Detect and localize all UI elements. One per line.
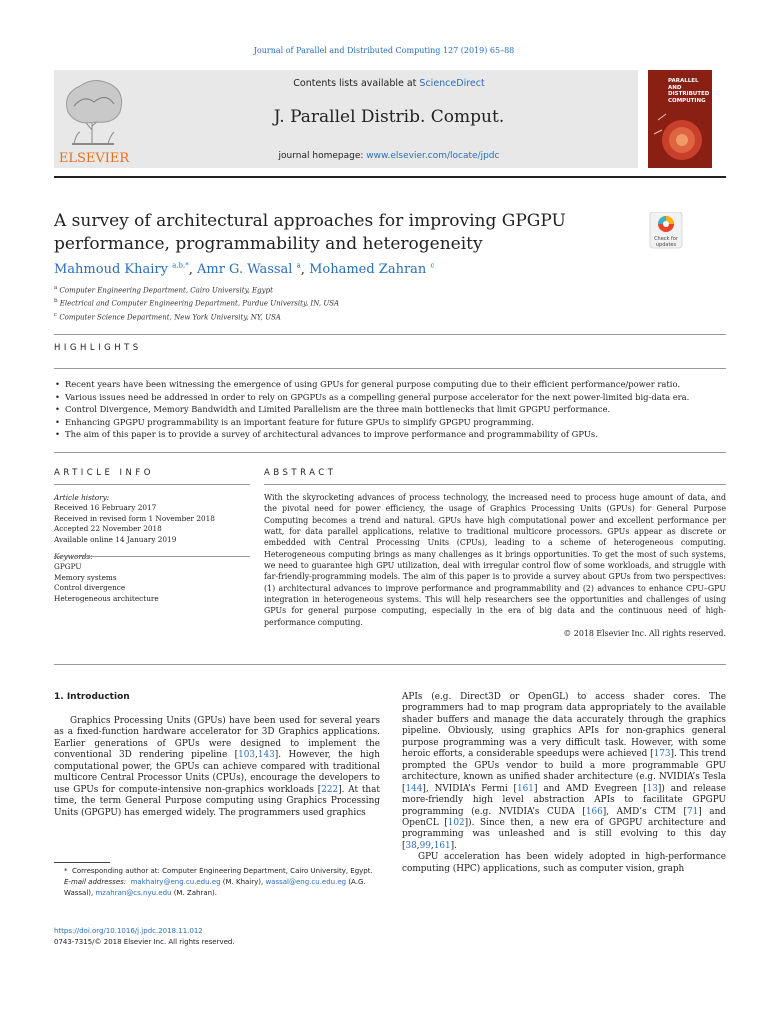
history-accepted: Accepted 22 November 2018 <box>54 524 162 534</box>
author-1[interactable]: Mahmoud Khairy $^{a,b,*}$ <box>54 262 189 278</box>
abstract <box>264 492 726 639</box>
citation-link[interactable]: 161 <box>433 840 451 851</box>
history-online: Available online 14 January 2019 <box>54 534 177 544</box>
keyword-item: Control divergence <box>54 583 126 593</box>
citation-link[interactable]: 38 <box>405 840 417 851</box>
highlights-end-rule <box>54 452 726 453</box>
affiliation-list <box>54 283 614 323</box>
citation-link[interactable]: 103 <box>238 750 256 761</box>
intro-paragraph-2: GPU acceleration has been widely adopted in high-performance computing (HPC) applications, such as computer vision, graph <box>402 852 726 874</box>
homepage-link[interactable]: www.elsevier.com/locate/jpdc <box>366 151 500 161</box>
highlight-item: • The aim of this paper is to provide a survey of architectural advances to improve performance and programmability of GPUs. <box>54 428 726 441</box>
doi-block <box>54 926 380 948</box>
author-1-marks: a,b,* <box>172 262 189 270</box>
footnote-rule <box>54 862 110 863</box>
journal-homepage <box>140 151 638 161</box>
author-2[interactable]: Amr G. Wassal $^a$ <box>196 262 301 278</box>
email-addresses: E-mail addresses: makhairy@eng.cu.edu.eg (M. Khairy), wassal@eng.cu.edu.eg (A.G. Wassal), mzahran@cs.nyu.edu (M. Zahran). <box>64 878 366 897</box>
body-column-left <box>54 716 380 819</box>
intro-paragraph-1-continued: APIs (e.g. Direct3D or OpenGL) to access shader cores. The programmers had to map program data appropriately to the available shader buffers and manage the data accurately through the graphics pipeline. Obviously, using graphics APIs for non-graphics general purpose programming was a very difficult task. However, with some heroic efforts, a considerable speedups were achieved [173]. This trend prompted the GPUs vendor to build a more programmable GPU architecture, known as unified shader architecture (e.g. NVIDIA’s Tesla [144], NVIDIA’s Fermi [161] and AMD Evegreen [13]) and release more-friendly high level abstraction APIs to facilitate GPGPU programming (e.g. NVIDIA’s CUDA [166], AMD’s CTM [71] and OpenCL [102]). Since then, a new era of GPGPU architecture and programming was unleashed and is still evolving to this day [38,99,161]. <box>402 692 726 851</box>
abstract-heading: ABSTRACT <box>264 468 337 478</box>
citation-link[interactable]: 13 <box>646 783 658 794</box>
history-revised: Received in revised form 1 November 2018 <box>54 513 215 523</box>
affiliation-b: $^b$ Electrical and Computer Engineering Department, Purdue University, IN, USA <box>54 298 340 308</box>
highlight-item: • Recent years have been witnessing the emergence of using GPUs for general purpose computing due to their efficient performance/power ratio. <box>54 378 726 391</box>
citation-link[interactable]: 161 <box>517 783 534 794</box>
copyright-notice: © 2018 Elsevier Inc. All rights reserved. <box>563 629 726 639</box>
citation-link[interactable]: 102 <box>447 817 465 828</box>
cover-artwork <box>652 110 708 166</box>
journal-cover-image <box>648 70 712 168</box>
front-matter-end-rule <box>54 664 726 665</box>
footnotes <box>54 866 380 899</box>
highlights-bottom-rule <box>54 368 726 369</box>
cover-title: PARALLEL AND DISTRIBUTED COMPUTING <box>668 78 710 104</box>
highlights-heading: HIGHLIGHTS <box>54 343 142 353</box>
article-info-heading: ARTICLE INFO <box>54 468 154 478</box>
intro-paragraph-1: Graphics Processing Units (GPUs) have been used for several years as a fixed-function hardware accelerator for 3D Graphics applications. Earlier generations of GPUs were designed to implement the conventional 3D rendering pipeline [103,143]. However, the high computational power, the GPUs can achieve compared with traditional multicore Central Processor Units (CPUs), encourage the developers to use GPUs for compute-intensive non-graphics workloads [222]. At that time, the term General Purpose computing using Graphics Processing Units (GPGPU) has emerged widely. The programmers used graphics <box>54 716 381 818</box>
citation-link[interactable]: 173 <box>653 749 671 760</box>
keywords-rule <box>54 556 250 557</box>
email-link-wassal[interactable]: wassal@eng.cu.edu.eg <box>265 878 347 886</box>
elsevier-tree-logo <box>54 72 134 166</box>
citation-link[interactable]: 166 <box>585 806 603 817</box>
article-info <box>54 493 250 604</box>
journal-title: J. Parallel Distrib. Comput. <box>273 107 505 127</box>
highlight-item: • Enhancing GPGPU programmability is an important feature for future GPUs to simplify GPGPU programming. <box>54 416 726 429</box>
paper-title <box>54 210 614 256</box>
corresponding-author-note: * Corresponding author at: Computer Engineering Department, Cairo University, Egypt. <box>64 867 373 875</box>
section-heading-introduction: 1. Introduction <box>54 692 130 702</box>
abstract-rule <box>264 484 726 485</box>
author-3[interactable]: Mohamed Zahran $^c$ <box>309 262 435 278</box>
history-received: Received 16 February 2017 <box>54 503 157 513</box>
header-divider <box>54 176 726 178</box>
citation-link[interactable]: 71 <box>686 806 699 817</box>
keywords-label <box>54 552 250 562</box>
keyword-item: Heterogeneous architecture <box>54 593 159 603</box>
email-link-zahran[interactable]: mzahran@cs.nyu.edu <box>95 889 172 897</box>
journal-reference[interactable]: Journal of Parallel and Distributed Computing 127 (2019) 65–88 <box>253 46 515 55</box>
article-info-rule <box>54 484 250 485</box>
citation-link[interactable]: 222 <box>321 784 339 795</box>
affiliation-c: $^c$ Computer Science Department, New York University, NY, USA <box>54 311 281 321</box>
doi-link[interactable]: https://doi.org/10.1016/j.jpdc.2018.11.012 <box>54 927 203 935</box>
citation-link[interactable]: 144 <box>405 783 423 794</box>
author-2-marks: a <box>296 262 301 270</box>
highlights-top-rule <box>54 334 726 335</box>
paper-title-line-1: A survey of architectural approaches for improving GPGPU <box>54 211 566 231</box>
abstract-text: With the skyrocketing advances of process technology, the increased need to process huge amount of data, and the pivotal need for power efficiency, the usage of Graphics Processing Units (GPUs) for General Purpose Computing becomes a trend and natural. GPUs have high computational power and excellent performance per watt, for data parallel applications, relative to traditional multicore processors. GPUs appear as discrete or embedded with Central Processing Units (CPUs), leading to a scheme of heterogeneous computing. Heterogeneous computing brings as many challenges as it brings opportunities. To get the most of such systems, we need to guarantee high GPU utilization, deal with irregular control flow of some workloads, and struggle with far-friendly-programming models. The aim of this paper is to provide a survey about GPUs from two perspectives: (1) architectural advances to improve performance and programmability and (2) advances to enhance CPU–GPU integration in heterogeneous systems. This will help researchers see the opportunities and challenges of using GPUs for general purpose computing, especially in the era of big data and the continuous need of high-performance computing. <box>264 493 726 627</box>
highlight-item: • Control Divergence, Memory Bandwidth and Limited Parallelism are the three main bottlenecks that limit GPGPU performance. <box>54 403 726 416</box>
elsevier-wordmark: ELSEVIER <box>58 151 130 166</box>
paper-title-line-2: performance, programmability and heterogeneity <box>54 234 483 254</box>
sciencedirect-link[interactable]: ScienceDirect <box>419 78 485 89</box>
author-list: Mahmoud Khairy $^{a,b,*}$, Amr G. Wassal $^a$, Mohamed Zahran $^c$ <box>54 262 435 278</box>
body-column-right <box>402 692 726 875</box>
crossmark-label-line-2: updates <box>655 242 677 248</box>
crossmark-label-line-1: Check for <box>654 236 678 242</box>
highlights-list <box>54 378 726 441</box>
email-link-khairy[interactable]: makhairy@eng.cu.edu.eg <box>130 878 221 886</box>
author-3-marks: c <box>430 262 435 270</box>
history-label: Article history: <box>54 493 110 502</box>
highlight-item: • Various issues need be addressed in order to rely on GPGPUs as a compelling general purpose accelerator for the next power-limited big-data era. <box>54 391 726 404</box>
homepage-prefix: journal homepage: <box>278 151 367 161</box>
keyword-item: GPGPU <box>54 562 82 572</box>
keyword-item: Memory systems <box>54 572 117 582</box>
affiliation-a: $^a$ Computer Engineering Department, Cairo University, Egypt <box>54 285 273 295</box>
citation-link[interactable]: 143 <box>257 750 275 761</box>
contents-availability <box>140 78 638 89</box>
citation-link[interactable]: 99 <box>419 840 431 851</box>
contents-prefix: Contents lists available at <box>293 78 420 89</box>
issn-copyright: 0743-7315/© 2018 Elsevier Inc. All rights reserved. <box>54 938 235 946</box>
crossmark-label <box>650 236 682 248</box>
